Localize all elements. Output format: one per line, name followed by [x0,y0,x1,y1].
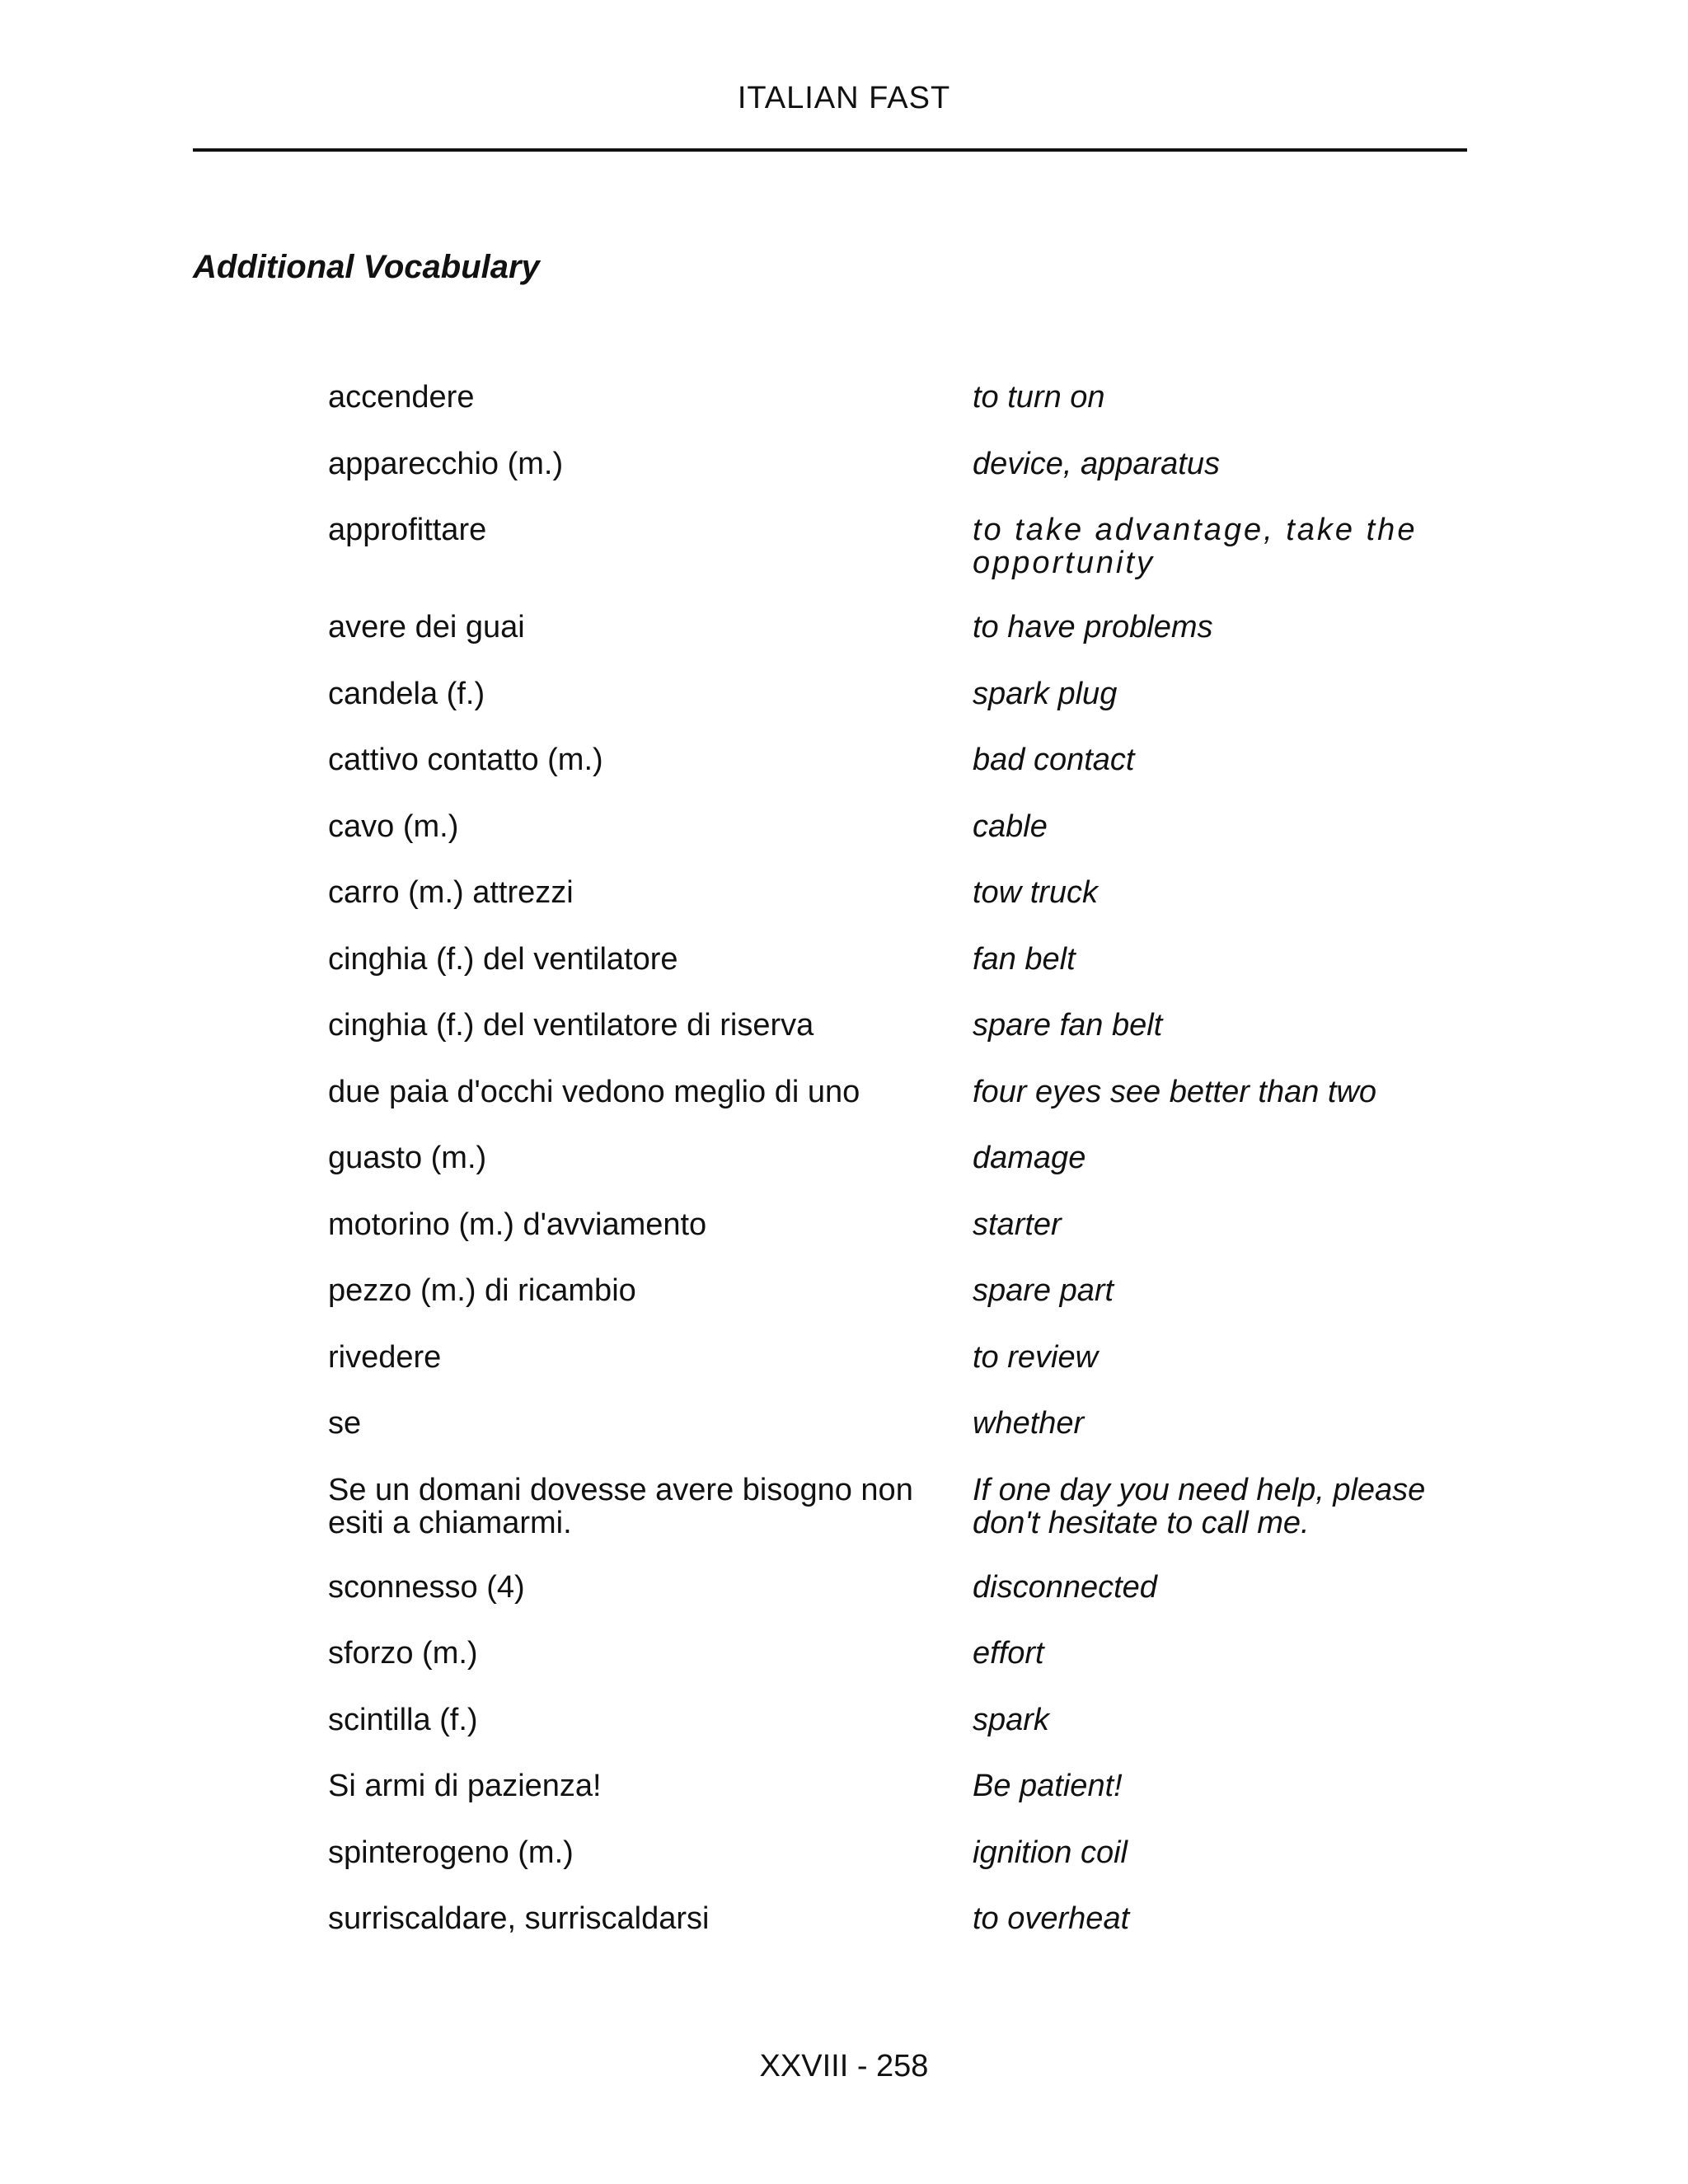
vocab-term: surriscaldare, surriscaldarsi [328,1901,710,1936]
vocab-translation: device, apparatus [973,446,1220,481]
page-header-title: ITALIAN FAST [737,81,951,115]
vocab-term: due paia d'occhi vedono meglio di uno [328,1074,860,1109]
vocab-row [328,810,1498,877]
vocab-term: se [328,1406,362,1441]
vocab-translation: four eyes see better than two [973,1074,1377,1109]
vocab-row [328,1076,1498,1142]
vocab-term: avere dei guai [328,610,525,644]
vocab-translation: Be patient! [973,1769,1123,1803]
vocab-translation: If one day you need help, please don't hesitate to call me. [973,1472,1426,1540]
vocab-translation: whether [973,1406,1085,1441]
vocab-term: sforzo (m.) [328,1636,478,1671]
vocab-term: Si armi di pazienza! [328,1769,602,1803]
vocab-translation: effort [973,1636,1044,1671]
vocab-term: cinghia (f.) del ventilatore [328,941,678,977]
vocab-term: spinterogeno (m.) [328,1835,574,1870]
vocab-row [328,1141,1498,1208]
vocab-row [328,677,1498,744]
section-title: Additional Vocabulary [193,249,540,285]
vocab-row [328,1637,1498,1704]
vocab-row [328,1274,1498,1341]
vocab-row [328,381,1498,448]
vocab-term: carro (m.) attrezzi [328,875,574,910]
vocab-row [328,1571,1498,1638]
vocab-translation: cable [973,808,1048,844]
vocab-term: guasto (m.) [328,1141,487,1175]
vocab-translation: ignition coil [973,1835,1128,1870]
vocab-translation: spare fan belt [973,1008,1163,1043]
vocab-translation: disconnected [973,1569,1157,1605]
vocab-row [328,1902,1498,1969]
vocab-term: scintilla (f.) [328,1702,478,1737]
vocab-row [328,743,1498,810]
header-rule [193,148,1467,152]
vocab-row [328,448,1498,514]
vocab-row [328,513,1498,611]
vocabulary-list [328,381,1498,1969]
vocab-translation: spare part [973,1273,1114,1308]
vocab-term: candela (f.) [328,676,485,711]
vocab-term: apparecchio (m.) [328,446,564,481]
vocab-term: rivedere [328,1339,442,1375]
vocab-term: pezzo (m.) di ricambio [328,1273,636,1308]
vocab-row [328,1009,1498,1076]
vocab-term: motorino (m.) d'avviamento [328,1207,707,1242]
vocab-translation: fan belt [973,941,1076,977]
vocab-translation: damage [973,1141,1086,1175]
vocab-translation: to take advantage, take the opportunity [973,513,1418,580]
vocab-translation: to overheat [973,1901,1130,1936]
vocab-row [328,943,1498,1010]
vocab-term: sconnesso (4) [328,1569,525,1605]
vocab-translation: to have problems [973,610,1213,644]
vocab-row [328,1474,1498,1571]
vocab-row [328,1341,1498,1408]
vocab-translation: spark plug [973,676,1118,711]
vocab-term: cinghia (f.) del ventilatore di riserva [328,1008,814,1043]
vocab-term: cavo (m.) [328,808,459,844]
vocab-row [328,1407,1498,1474]
vocab-term: approfittare [328,513,487,547]
vocab-row [328,876,1498,943]
vocab-row [328,1704,1498,1770]
vocab-row [328,1208,1498,1275]
vocab-row [328,611,1498,677]
vocab-translation: starter [973,1207,1062,1242]
vocab-term: cattivo contatto (m.) [328,743,603,777]
vocab-translation: to review [973,1339,1099,1375]
page-number: XXVIII - 258 [759,2049,929,2083]
vocab-translation: bad contact [973,743,1135,777]
vocab-term: Se un domani dovesse avere bisogno non esiti a chiamarmi. [328,1472,913,1540]
vocab-row [328,1836,1498,1903]
vocab-term: accendere [328,380,475,415]
vocab-row [328,1769,1498,1836]
vocab-translation: spark [973,1702,1049,1737]
vocab-translation: tow truck [973,875,1099,910]
vocab-translation: to turn on [973,380,1105,415]
